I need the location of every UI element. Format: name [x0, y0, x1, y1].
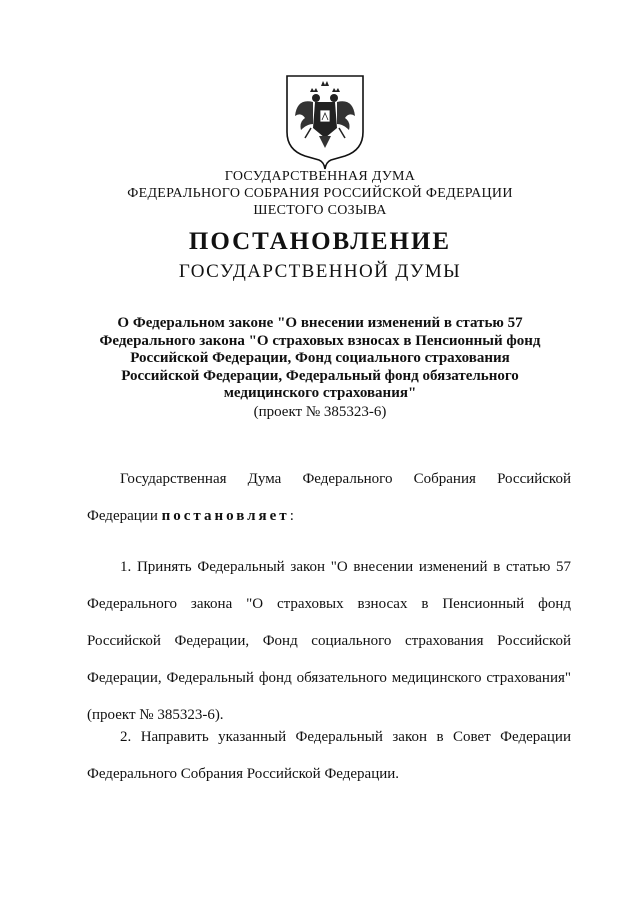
clause-line: (проект № 385323-6). [87, 707, 224, 723]
subject-line: Федерального закона "О страховых взносах в Пенсионный фонд [99, 332, 541, 349]
clause-2 [87, 719, 571, 793]
intro-text: Федерации [87, 508, 162, 524]
clause-line: Федерального Собрания Российской Федерации. [87, 766, 400, 782]
decree-word: постановляет [161, 508, 290, 524]
clause-line: Федерации, Федеральный фонд обязательного медицинского страхования" [87, 670, 571, 686]
intro-paragraph [87, 461, 571, 535]
intro-colon: : [289, 508, 294, 524]
intro-line: Государственная Дума Федерального Собрания Российской [120, 471, 571, 487]
subject-line: Российской Федерации, Фонд социального страхования [130, 350, 510, 366]
org-line-3: ШЕСТОГО СОЗЫВА [253, 203, 387, 218]
org-line-1: ГОСУДАРСТВЕННАЯ ДУМА [224, 169, 416, 184]
russian-coat-of-arms-icon [283, 72, 367, 170]
intro-line [87, 498, 571, 535]
clause-line: 1. Принять Федеральный закон "О внесении изменений в статью 57 [120, 559, 571, 575]
org-line-2: ФЕДЕРАЛЬНОГО СОБРАНИЯ РОССИЙСКОЙ ФЕДЕРАЦИИ [127, 186, 513, 201]
project-number: (проект № 385323-6) [253, 404, 387, 420]
clause-line: 2. Направить указанный Федеральный закон в Совет Федерации [120, 729, 571, 745]
subject-line: Российской Федерации, Федеральный фонд обязательного [121, 367, 519, 384]
subject-heading [90, 315, 550, 403]
document-type-title: ПОСТАНОВЛЕНИЕ [188, 228, 452, 255]
clause-line: Федерального закона "О страховых взносах в Пенсионный фонд [87, 596, 571, 612]
clause-line: Российской Федерации, Фонд социального страхования Российской [87, 633, 571, 649]
clause-1 [87, 549, 571, 734]
subject-line: О Федеральном законе "О внесении изменений в статью 57 [117, 315, 523, 331]
document-issuer-title: ГОСУДАРСТВЕННОЙ ДУМЫ [178, 261, 462, 282]
subject-line: медицинского страхования" [223, 385, 417, 401]
